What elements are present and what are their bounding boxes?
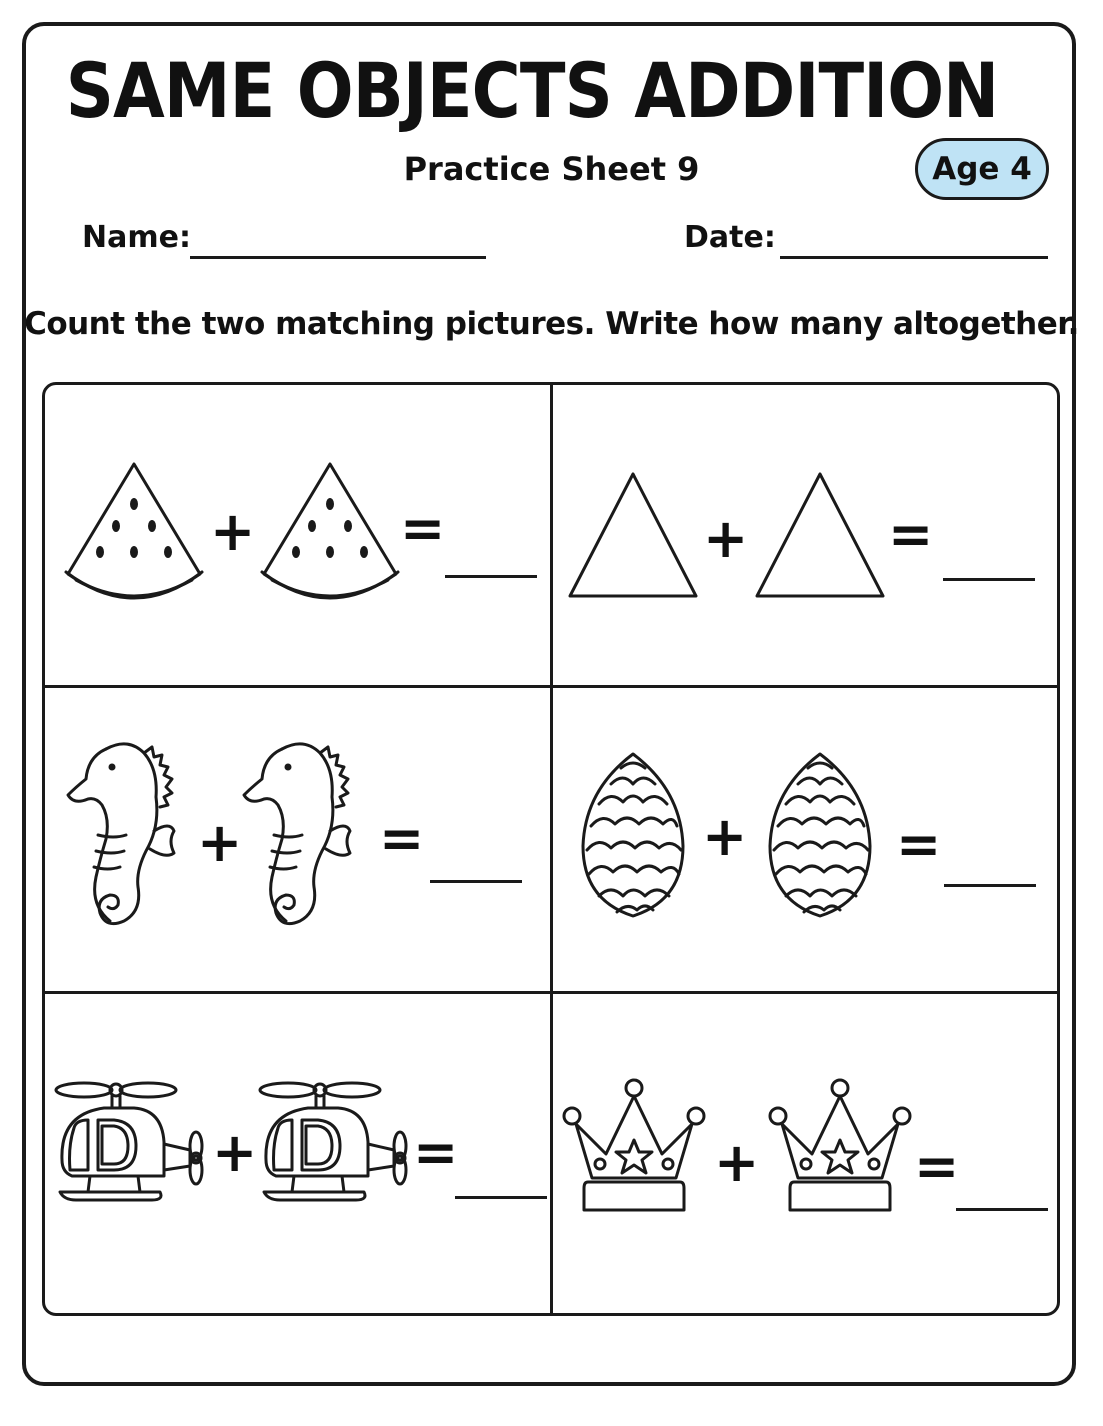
helicopter-icon (258, 1080, 414, 1218)
plus-sign: + (210, 500, 256, 563)
watermelon-slice-icon (256, 460, 404, 606)
answer-blank[interactable] (455, 1196, 547, 1199)
date-field[interactable] (780, 256, 1048, 259)
pinecone-icon (764, 750, 876, 920)
answer-blank[interactable] (944, 884, 1036, 887)
grid-divider-horizontal (44, 991, 1058, 994)
plus-sign: + (197, 811, 243, 874)
date-label: Date: (684, 220, 776, 255)
crown-icon (768, 1078, 912, 1216)
page-subtitle: Practice Sheet 9 (403, 150, 700, 188)
plus-sign: + (703, 507, 749, 570)
equals-sign: = (896, 813, 942, 876)
triangle-icon (566, 470, 700, 600)
equals-sign: = (400, 497, 446, 560)
answer-blank[interactable] (956, 1208, 1048, 1211)
answer-blank[interactable] (430, 880, 522, 883)
plus-sign: + (714, 1131, 760, 1194)
equals-sign: = (914, 1135, 960, 1198)
seahorse-icon (66, 735, 178, 933)
triangle-icon (753, 470, 887, 600)
name-label: Name: (82, 220, 191, 255)
plus-sign: + (702, 805, 748, 868)
grid-divider-horizontal (44, 685, 1058, 688)
crown-icon (562, 1078, 706, 1216)
name-field[interactable] (190, 256, 486, 259)
answer-blank[interactable] (943, 578, 1035, 581)
watermelon-slice-icon (60, 460, 208, 606)
answer-blank[interactable] (445, 575, 537, 578)
equals-sign: = (379, 807, 425, 870)
plus-sign: + (212, 1121, 258, 1184)
instructions: Count the two matching pictures. Write how many altogether. (24, 306, 1079, 342)
seahorse-icon (242, 735, 354, 933)
equals-sign: = (413, 1121, 459, 1184)
equals-sign: = (888, 503, 934, 566)
grid-divider-vertical (550, 384, 553, 1314)
age-badge: Age 4 (915, 138, 1049, 200)
pinecone-icon (577, 750, 689, 920)
page-title: SAME OBJECTS ADDITION (65, 46, 999, 135)
helicopter-icon (54, 1080, 210, 1218)
